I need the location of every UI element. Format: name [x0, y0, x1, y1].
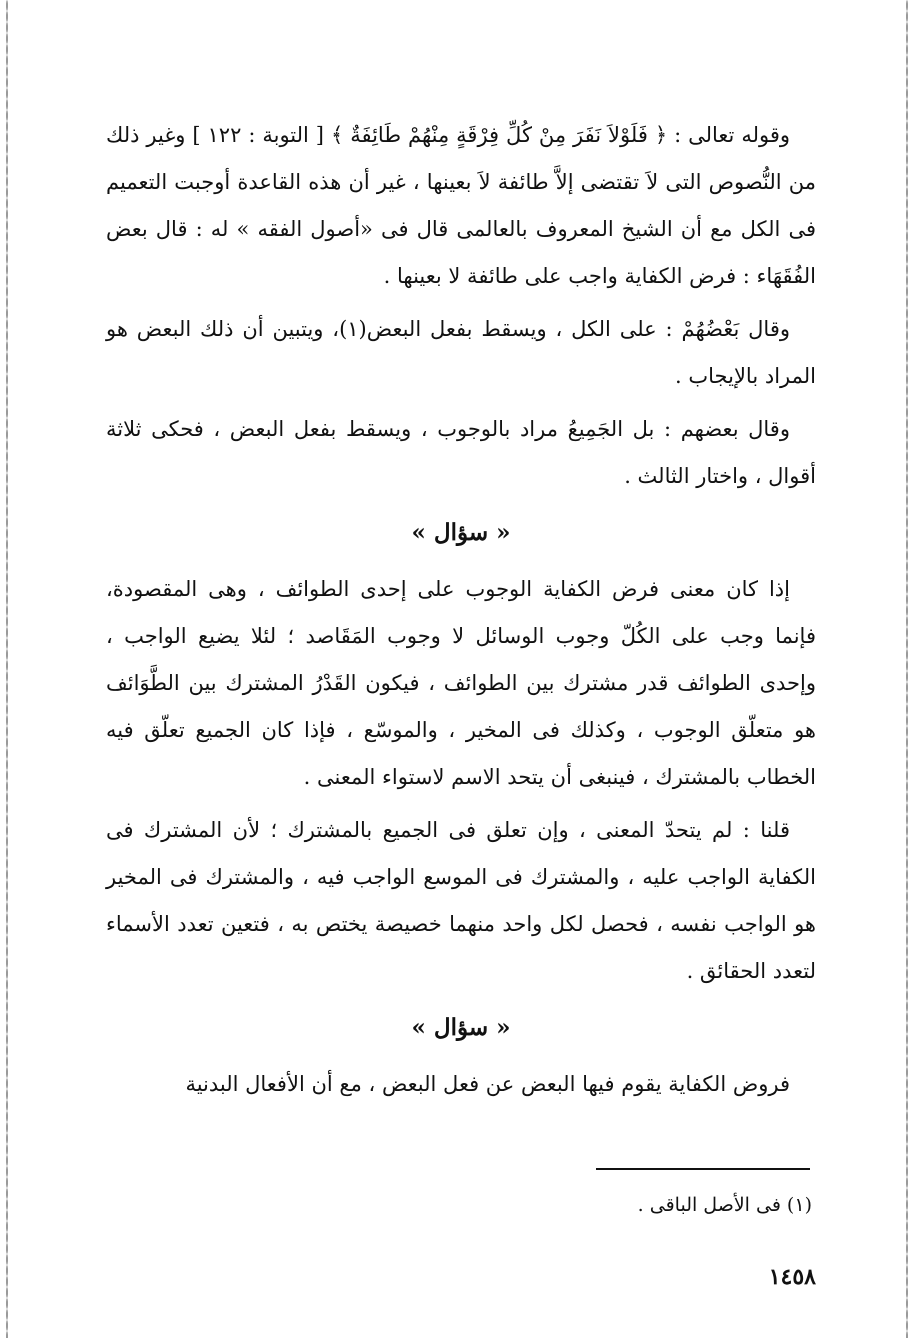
paragraph-2: وقال بَعْضُهُمْ : على الكل ، ويسقط بفعل البعض(١)، ويتبين أن ذلك البعض هو المراد بالإيجاب . [106, 317, 816, 388]
page-number: ١٤٥٨ [768, 1264, 816, 1290]
page-edge-dots-right [906, 0, 908, 1338]
section-heading-question-1: « سؤال » [411, 519, 511, 546]
paragraph-1: وقوله تعالى : ﴿ فَلَوْلاَ نَفَرَ مِنْ كُلِّ فِرْقَةٍ مِنْهُمْ طَائِفَةٌ ﴾ [ التوبة : ١٢٢ ] وغير ذلك من النُّصوص التى لاَ تقتضى إلاَّ طائفة لاَ بعينها ، غير أن هذه القاعدة أوجبت التعميم فى الكل مع أن الشيخ المعروف بالعالمى قال فى «أصول الفقه » له : قال بعض الفُقَهَاء : فرض الكفاية واجب على طائفة لا بعينها . [106, 123, 817, 288]
paragraph-4: إذا كان معنى فرض الكفاية الوجوب على إحدى الطوائف ، وهى المقصودة، فإنما وجب على الكُلّ وجوب الوسائل لا وجوب المَقَاصد ؛ لئلا يضيع الواجب ، وإحدى الطوائف قدر مشترك بين الطوائف ، فيكون القَدْرُ المشترك بين الطَّوَائف هو متعلّق الوجوب ، وكذلك فى المخير ، والموسّع ، فإذا كان الجميع تعلّق فيه الخطاب بالمشترك ، فينبغى أن يتحد الاسم لاستواء المعنى . [106, 577, 816, 789]
footnote-divider [596, 1168, 810, 1170]
page-edge-dots-left [6, 0, 8, 1338]
section-heading-question-2: « سؤال » [411, 1014, 511, 1041]
footnote: (١) فى الأصل الباقى . [637, 1194, 812, 1216]
page-body [106, 112, 816, 1108]
paragraph-5: قلنا : لم يتحدّ المعنى ، وإن تعلق فى الجميع بالمشترك ؛ لأن المشترك فى الكفاية الواجب عليه ، والمشترك فى الموسع الواجب فيه ، والمشترك فى المخير هو الواجب نفسه ، فحصل لكل واحد منهما خصيصة يختص به ، فتعين تعدد الأسماء لتعدد الحقائق . [106, 818, 816, 983]
paragraph-3: وقال بعضهم : بل الجَمِيعُ مراد بالوجوب ، ويسقط بفعل البعض ، فحكى ثلاثة أقوال ، واختار الثالث . [106, 417, 816, 488]
paragraph-6: فروض الكفاية يقوم فيها البعض عن فعل البعض ، مع أن الأفعال البدنية [185, 1072, 790, 1096]
